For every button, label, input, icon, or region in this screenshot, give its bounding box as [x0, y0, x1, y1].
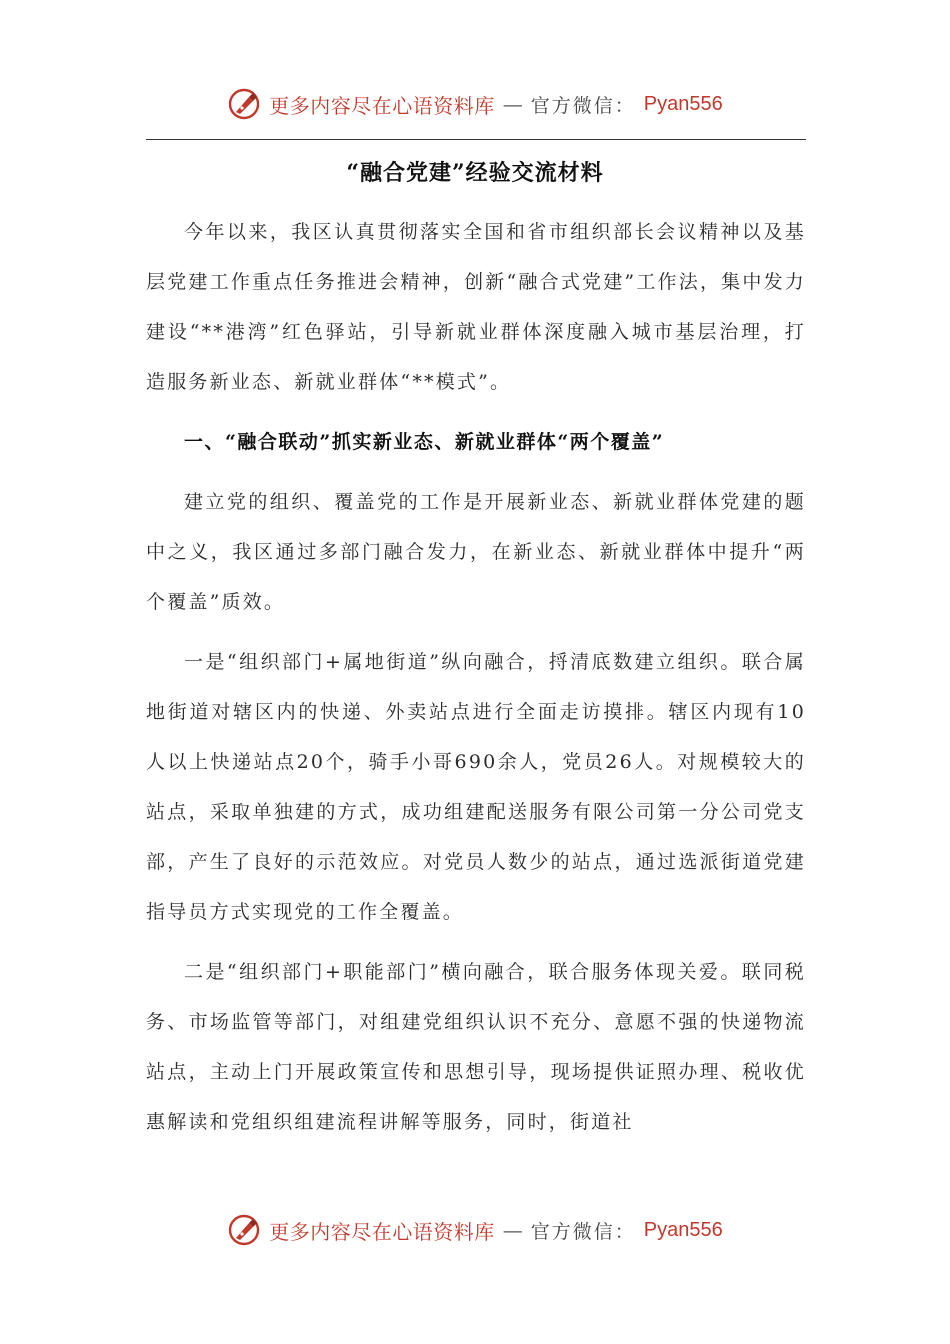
pen-nib-logo-icon: [227, 1213, 261, 1247]
watermark-official-label: 官方微信：: [530, 94, 636, 117]
watermark-wechat-id: Pyan556: [643, 92, 723, 115]
watermark-dash: —: [502, 92, 523, 116]
pen-nib-logo-icon: [227, 87, 261, 121]
watermark-brand-text: 更多内容尽在心语资料库: [269, 93, 495, 118]
watermark-dash: —: [502, 1218, 523, 1242]
watermark-brand-text: 更多内容尽在心语资料库: [269, 1219, 495, 1244]
footer-watermark: [0, 1210, 950, 1250]
watermark-wechat-id: Pyan556: [643, 1218, 723, 1241]
body-paragraph: 二是“组织部门+职能部门”横向融合，联合服务体现关爱。联同税务、市场监管等部门，对组建党组织认识不充分、意愿不强的快递物流站点，主动上门开展政策宣传和思想引导，现场提供证照办理、税收优惠解读和党组织组建流程讲解等服务，同时，街道社: [146, 961, 806, 1133]
section-heading: 一、“融合联动”抓实新业态、新就业群体“两个覆盖”: [184, 431, 665, 453]
body-paragraph: 一是“组织部门+属地街道”纵向融合，捋清底数建立组织。联合属地街道对辖区内的快递、外卖站点进行全面走访摸排。辖区内现有10人以上快递站点20个，骑手小哥690余人，党员26人。对规模较大的站点，采取单独建的方式，成功组建配送服务有限公司第一分公司党支部，产生了良好的示范效应。对党员人数少的站点，通过选派街道党建指导员方式实现党的工作全覆盖。: [146, 651, 806, 923]
body-paragraph: 建立党的组织、覆盖党的工作是开展新业态、新就业群体党建的题中之义，我区通过多部门融合发力，在新业态、新就业群体中提升“两个覆盖”质效。: [146, 491, 806, 613]
header-divider: [146, 139, 806, 140]
document-body: [146, 207, 806, 1157]
document-title: “融合党建”经验交流材料: [346, 160, 604, 186]
header-watermark: [0, 84, 950, 124]
watermark-official-label: 官方微信：: [530, 1220, 636, 1243]
intro-paragraph: 今年以来，我区认真贯彻落实全国和省市组织部长会议精神以及基层党建工作重点任务推进会精神，创新“融合式党建”工作法，集中发力建设“**港湾”红色驿站，引导新就业群体深度融入城市基层治理，打造服务新业态、新就业群体“**模式”。: [146, 221, 806, 393]
